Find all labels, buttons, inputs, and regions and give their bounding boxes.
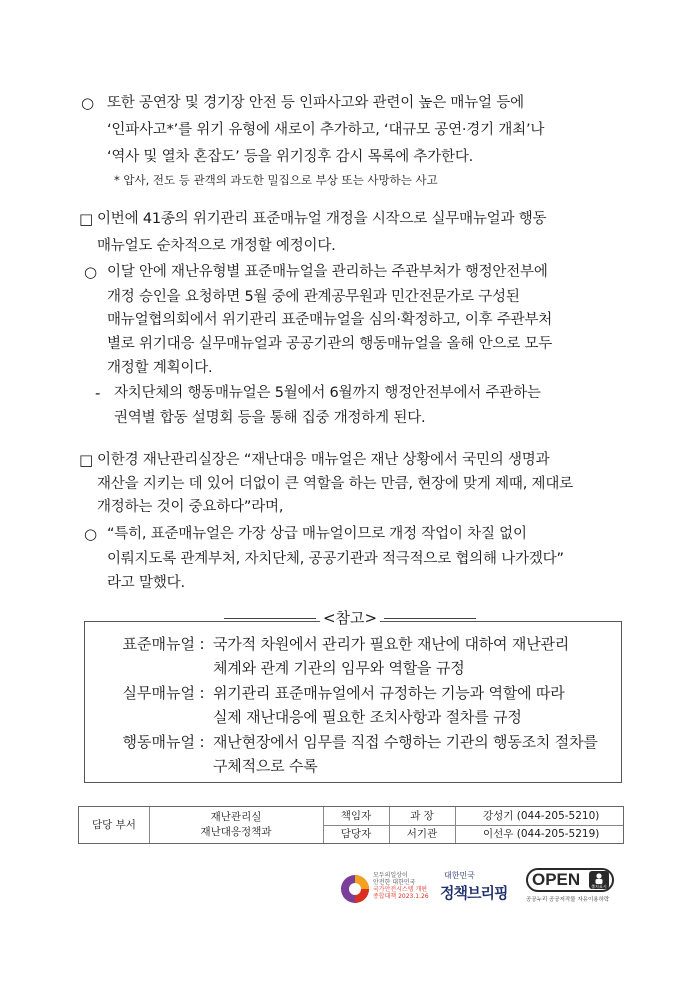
reference-desc-line-1: 국가적 차원에서 관리가 필요한 재난에 대하여 재난관리 (213, 635, 570, 653)
contact-name: 강성기 (483, 809, 514, 822)
reference-desc-line-2: 실제 재난대응에 필요한 조치사항과 절차를 규정 (213, 708, 522, 726)
section-6-line-2: 이뤄지도록 관계부처, 자치단체, 공공기관과 적극적으로 협의해 나가겠다” (107, 551, 564, 567)
section-3-line-2: 개정 승인을 요청하면 5월 중에 관계공무원과 민간전문가로 구성된 (107, 289, 520, 305)
section-1-line-2: ‘인파사고*’를 위기 유형에 새로이 추가하고, ‘대규모 공연·경기 개최’나 (107, 122, 545, 138)
reference-title-text: <참고> (320, 609, 380, 627)
safety-campaign-logo (340, 868, 428, 910)
reference-term: 표준매뉴얼 (122, 635, 195, 653)
reference-desc-line-2: 구체적으로 수록 (213, 757, 318, 775)
slogan-line: 국가안전시스템 개편 (373, 886, 428, 893)
attribution-label: 출처표시 (591, 884, 607, 889)
circle-bullet: ○ (84, 525, 98, 543)
section-3-line-5: 개정할 계획이다. (107, 360, 213, 376)
section-3-line-4: 별로 위기대응 실무매뉴얼과 공공기관의 행동매뉴얼을 올해 안으로 모두 (107, 336, 553, 352)
reference-desc-line-1: 위기관리 표준매뉴얼에서 규정하는 기능과 역할에 따라 (213, 684, 565, 702)
safety-slogan (373, 872, 429, 900)
attribution-icon (589, 871, 609, 889)
footer-logos (0, 866, 700, 916)
open-wordmark: OPEN (532, 870, 581, 889)
contact-phone: (044-205-5219) (516, 827, 600, 840)
title-rule-left (224, 618, 316, 619)
section-5-line-3: 개정하는 것이 중요하다”라며, (97, 499, 284, 515)
safety-emblem-icon (340, 874, 370, 904)
reference-desc-line-1: 재난현장에서 임무를 직접 수행하는 기관의 행동조치 절차를 (213, 733, 598, 751)
briefing-subtitle: 대한민국 (444, 871, 475, 880)
contact-person-2 (455, 825, 623, 843)
briefing-title: 정책브리핑 (440, 884, 508, 902)
section-2-line-2: 매뉴얼도 순차적으로 개정할 예정이다. (97, 238, 336, 254)
square-bullet: □ (79, 451, 94, 469)
open-license-caption: 공공누리 공공저작물 자유이용허락 (526, 897, 610, 903)
section-4-line-1: 자치단체의 행동매뉴얼은 5월에서 6월까지 행정안전부에서 주관하는 (114, 385, 541, 401)
dept-name-1: 재난관리실 (210, 811, 262, 823)
section-6-line-1: “특히, 표준매뉴얼은 가장 상급 매뉴얼이므로 개정 작업이 차질 없이 (107, 526, 527, 542)
section-5-line-1: 이한경 재난관리실장은 “재난대응 매뉴얼은 재난 상황에서 국민의 생명과 (97, 452, 550, 468)
section-5-line-2: 재산을 지키는 데 있어 더없이 큰 역할을 하는 만큼, 현장에 맞게 제때, 제대로 (97, 476, 573, 492)
position-title: 서기관 (406, 827, 438, 840)
section-6-line-3: 라고 말했다. (107, 575, 185, 591)
reference-colon: : (199, 684, 205, 702)
role-label: 책임자 (340, 809, 372, 822)
square-bullet: □ (79, 210, 94, 228)
section-4-line-2: 권역별 합동 설명회 등을 통해 집중 개정하게 된다. (114, 410, 426, 426)
contact-table (78, 806, 624, 844)
policy-briefing-logo (440, 870, 520, 910)
section-3-line-3: 매뉴얼협의회에서 위기관리 표준매뉴얼을 심의·확정하고, 이후 주관부처 (107, 312, 553, 328)
slogan-line: 안전한 대한민국 (373, 879, 416, 886)
section-2-line-1: 이번에 41종의 위기관리 표준매뉴얼 개정을 시작으로 실무매뉴얼과 행동 (97, 211, 547, 227)
position-title: 과 장 (410, 809, 434, 822)
reference-colon: : (199, 733, 205, 751)
reference-box (84, 621, 622, 783)
dept-name-2: 재난대응정책과 (200, 826, 272, 838)
contact-name: 이선우 (483, 827, 514, 840)
section-1-line-1: 또한 공연장 및 경기장 안전 등 인파사고와 관련이 높은 매뉴얼 등에 (107, 95, 524, 111)
section-3-line-1: 이달 안에 재난유형별 표준매뉴얼을 관리하는 주관부처가 행정안전부에 (107, 264, 548, 280)
circle-bullet: ○ (81, 94, 95, 112)
reference-colon: : (199, 635, 205, 653)
reference-title (0, 608, 700, 628)
open-license-logo (526, 868, 616, 910)
dept-label: 담당 부서 (92, 818, 136, 831)
dash-bullet: - (95, 384, 101, 402)
slogan-line: 종합대책 2023.1.26 (373, 893, 429, 900)
section-1-line-3: ‘역사 및 열차 혼잡도’ 등을 위기징후 감시 목록에 추가한다. (107, 149, 474, 165)
circle-bullet: ○ (84, 263, 98, 281)
slogan-line: 모두의일상이 (373, 872, 408, 879)
contact-phone: (044-205-5210) (516, 809, 600, 822)
contact-person-1 (455, 807, 623, 825)
reference-term: 실무매뉴얼 (122, 684, 195, 702)
reference-desc-line-2: 체계와 관계 기관의 임무와 역할을 규정 (213, 659, 465, 677)
footnote: * 압사, 전도 등 관객의 과도한 밀집으로 부상 또는 사망하는 사고 (114, 173, 438, 187)
reference-term: 행동매뉴얼 (122, 733, 195, 751)
title-rule-right (384, 618, 476, 619)
role-label: 담당자 (340, 827, 372, 840)
